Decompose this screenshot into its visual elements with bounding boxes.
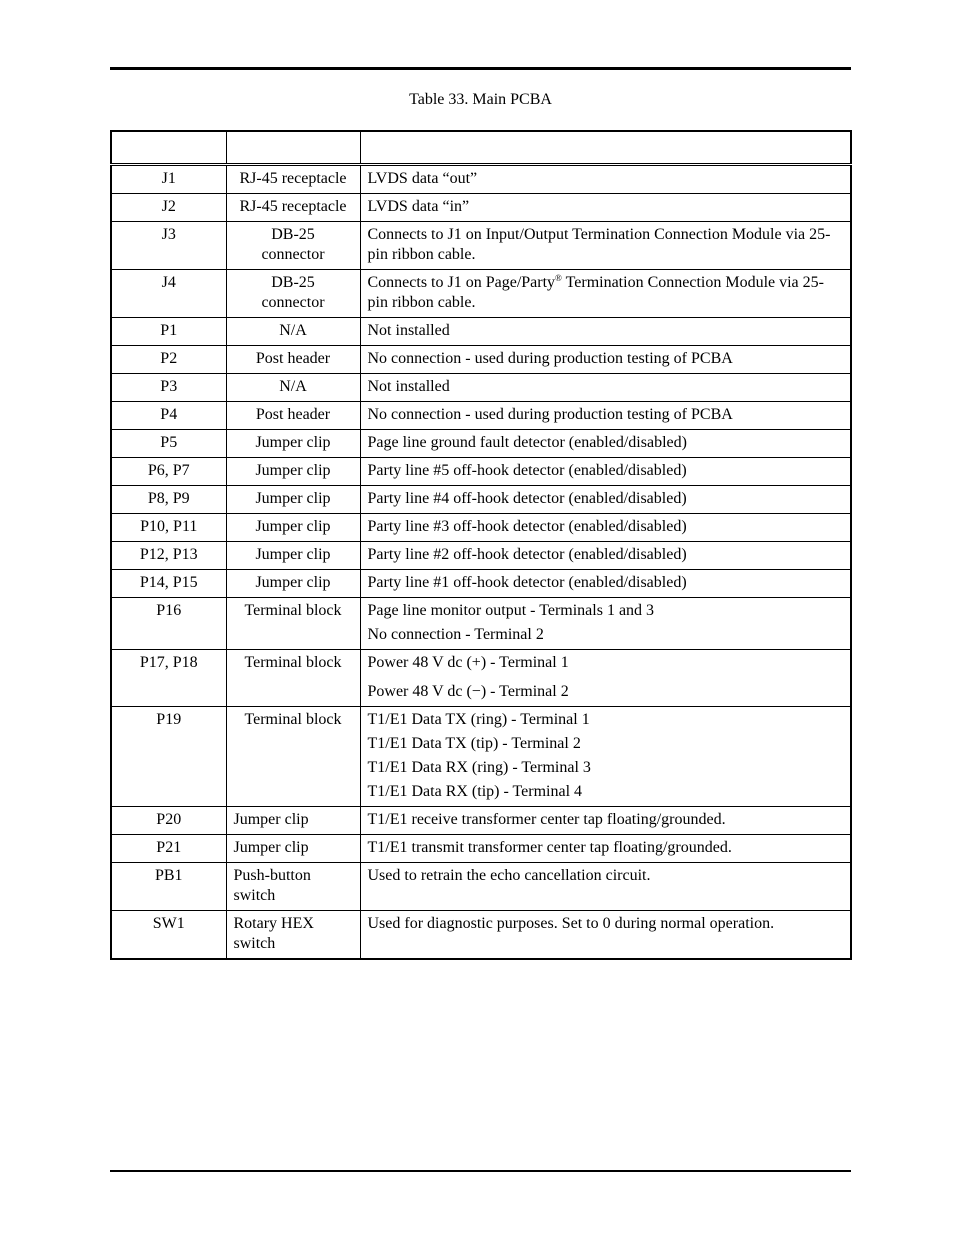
table-row <box>111 485 851 513</box>
ref-cell: J1 <box>111 164 226 193</box>
desc-line: Page line monitor output - Terminals 1 and 3 <box>367 601 655 619</box>
type-cell: Terminal block <box>226 706 360 806</box>
ref-cell: P14, P15 <box>111 569 226 597</box>
desc-text-post: Termination Connection Module via 25-pin ribbon cable. <box>367 273 824 311</box>
type-cell: DB-25 connector <box>226 269 360 317</box>
desc-cell <box>360 597 851 649</box>
desc-line: T1/E1 Data TX (ring) - Terminal 1 <box>367 710 590 728</box>
ref-cell: PB1 <box>111 862 226 910</box>
desc-cell: LVDS data “out” <box>360 164 851 193</box>
desc-cell: Page line ground fault detector (enabled/disabled) <box>360 429 851 457</box>
header-cell-ref <box>111 131 226 164</box>
main-pcba-table <box>110 130 852 960</box>
desc-line: T1/E1 Data RX (tip) - Terminal 4 <box>367 782 583 800</box>
ref-cell: P10, P11 <box>111 513 226 541</box>
footer-rule <box>110 1170 851 1172</box>
ref-cell: P19 <box>111 706 226 806</box>
table-row <box>111 513 851 541</box>
desc-cell: Used to retrain the echo cancellation circuit. <box>360 862 851 910</box>
desc-line: T1/E1 Data RX (ring) - Terminal 3 <box>367 758 591 776</box>
ref-cell: P21 <box>111 834 226 862</box>
ref-cell: J3 <box>111 221 226 269</box>
ref-cell: P20 <box>111 806 226 834</box>
desc-cell: No connection - used during production testing of PCBA <box>360 345 851 373</box>
ref-cell: P8, P9 <box>111 485 226 513</box>
ref-cell: J4 <box>111 269 226 317</box>
table-row <box>111 345 851 373</box>
ref-cell: P6, P7 <box>111 457 226 485</box>
desc-cell: Party line #4 off-hook detector (enabled/disabled) <box>360 485 851 513</box>
desc-cell: Not installed <box>360 317 851 345</box>
ref-cell: P12, P13 <box>111 541 226 569</box>
table-row <box>111 269 851 317</box>
desc-cell: Used for diagnostic purposes. Set to 0 during normal operation. <box>360 910 851 959</box>
table-row <box>111 373 851 401</box>
type-cell: Push-button switch <box>226 862 360 910</box>
ref-cell: J2 <box>111 193 226 221</box>
type-cell: Jumper clip <box>226 457 360 485</box>
table-caption: Table 33. Main PCBA <box>409 91 552 108</box>
table-row <box>111 910 851 959</box>
desc-cell <box>360 649 851 706</box>
desc-line: T1/E1 Data TX (tip) - Terminal 2 <box>367 734 581 752</box>
desc-cell: T1/E1 receive transformer center tap floating/grounded. <box>360 806 851 834</box>
desc-line: No connection - Terminal 2 <box>367 625 544 643</box>
type-cell: Jumper clip <box>226 569 360 597</box>
table-row <box>111 806 851 834</box>
type-cell: RJ-45 receptacle <box>226 164 360 193</box>
table-row <box>111 429 851 457</box>
type-cell: Post header <box>226 401 360 429</box>
table-row <box>111 649 851 706</box>
desc-cell: Party line #5 off-hook detector (enabled/disabled) <box>360 457 851 485</box>
desc-cell: Party line #3 off-hook detector (enabled/disabled) <box>360 513 851 541</box>
ref-cell: P3 <box>111 373 226 401</box>
type-cell: Jumper clip <box>226 834 360 862</box>
type-cell: Terminal block <box>226 649 360 706</box>
type-cell: Jumper clip <box>226 513 360 541</box>
table-row <box>111 569 851 597</box>
type-cell: Jumper clip <box>226 429 360 457</box>
header-rule <box>110 67 851 70</box>
table-row <box>111 221 851 269</box>
desc-cell: LVDS data “in” <box>360 193 851 221</box>
type-cell: N/A <box>226 317 360 345</box>
table-row <box>111 706 851 806</box>
desc-cell: Party line #2 off-hook detector (enabled/disabled) <box>360 541 851 569</box>
desc-cell: Not installed <box>360 373 851 401</box>
table-row <box>111 541 851 569</box>
ref-cell: P5 <box>111 429 226 457</box>
table-row <box>111 401 851 429</box>
header-cell-desc <box>360 131 851 164</box>
desc-line: Power 48 V dc (−) - Terminal 2 <box>367 682 569 700</box>
desc-cell <box>360 269 851 317</box>
desc-line: Power 48 V dc (+) - Terminal 1 <box>367 653 569 671</box>
type-cell: Jumper clip <box>226 485 360 513</box>
desc-cell <box>360 706 851 806</box>
desc-cell: Party line #1 off-hook detector (enabled/disabled) <box>360 569 851 597</box>
type-cell: Jumper clip <box>226 806 360 834</box>
ref-cell: P1 <box>111 317 226 345</box>
table-row <box>111 862 851 910</box>
ref-cell: SW1 <box>111 910 226 959</box>
table-row <box>111 457 851 485</box>
header-cell-type <box>226 131 360 164</box>
table-row <box>111 164 851 193</box>
desc-text-pre: Connects to J1 on Page/Party <box>367 273 556 291</box>
table-header-row <box>111 131 851 164</box>
ref-cell: P16 <box>111 597 226 649</box>
desc-cell: No connection - used during production testing of PCBA <box>360 401 851 429</box>
type-cell: Post header <box>226 345 360 373</box>
table-row <box>111 834 851 862</box>
type-cell: Rotary HEX switch <box>226 910 360 959</box>
ref-cell: P4 <box>111 401 226 429</box>
type-cell: N/A <box>226 373 360 401</box>
table-row <box>111 597 851 649</box>
type-cell: RJ-45 receptacle <box>226 193 360 221</box>
table-row <box>111 193 851 221</box>
table-row <box>111 317 851 345</box>
desc-cell: T1/E1 transmit transformer center tap floating/grounded. <box>360 834 851 862</box>
desc-cell: Connects to J1 on Input/Output Termination Connection Module via 25-pin ribbon cable. <box>360 221 851 269</box>
ref-cell: P2 <box>111 345 226 373</box>
registered-mark: ® <box>555 272 562 283</box>
type-cell: Terminal block <box>226 597 360 649</box>
type-cell: DB-25 connector <box>226 221 360 269</box>
type-cell: Jumper clip <box>226 541 360 569</box>
ref-cell: P17, P18 <box>111 649 226 706</box>
